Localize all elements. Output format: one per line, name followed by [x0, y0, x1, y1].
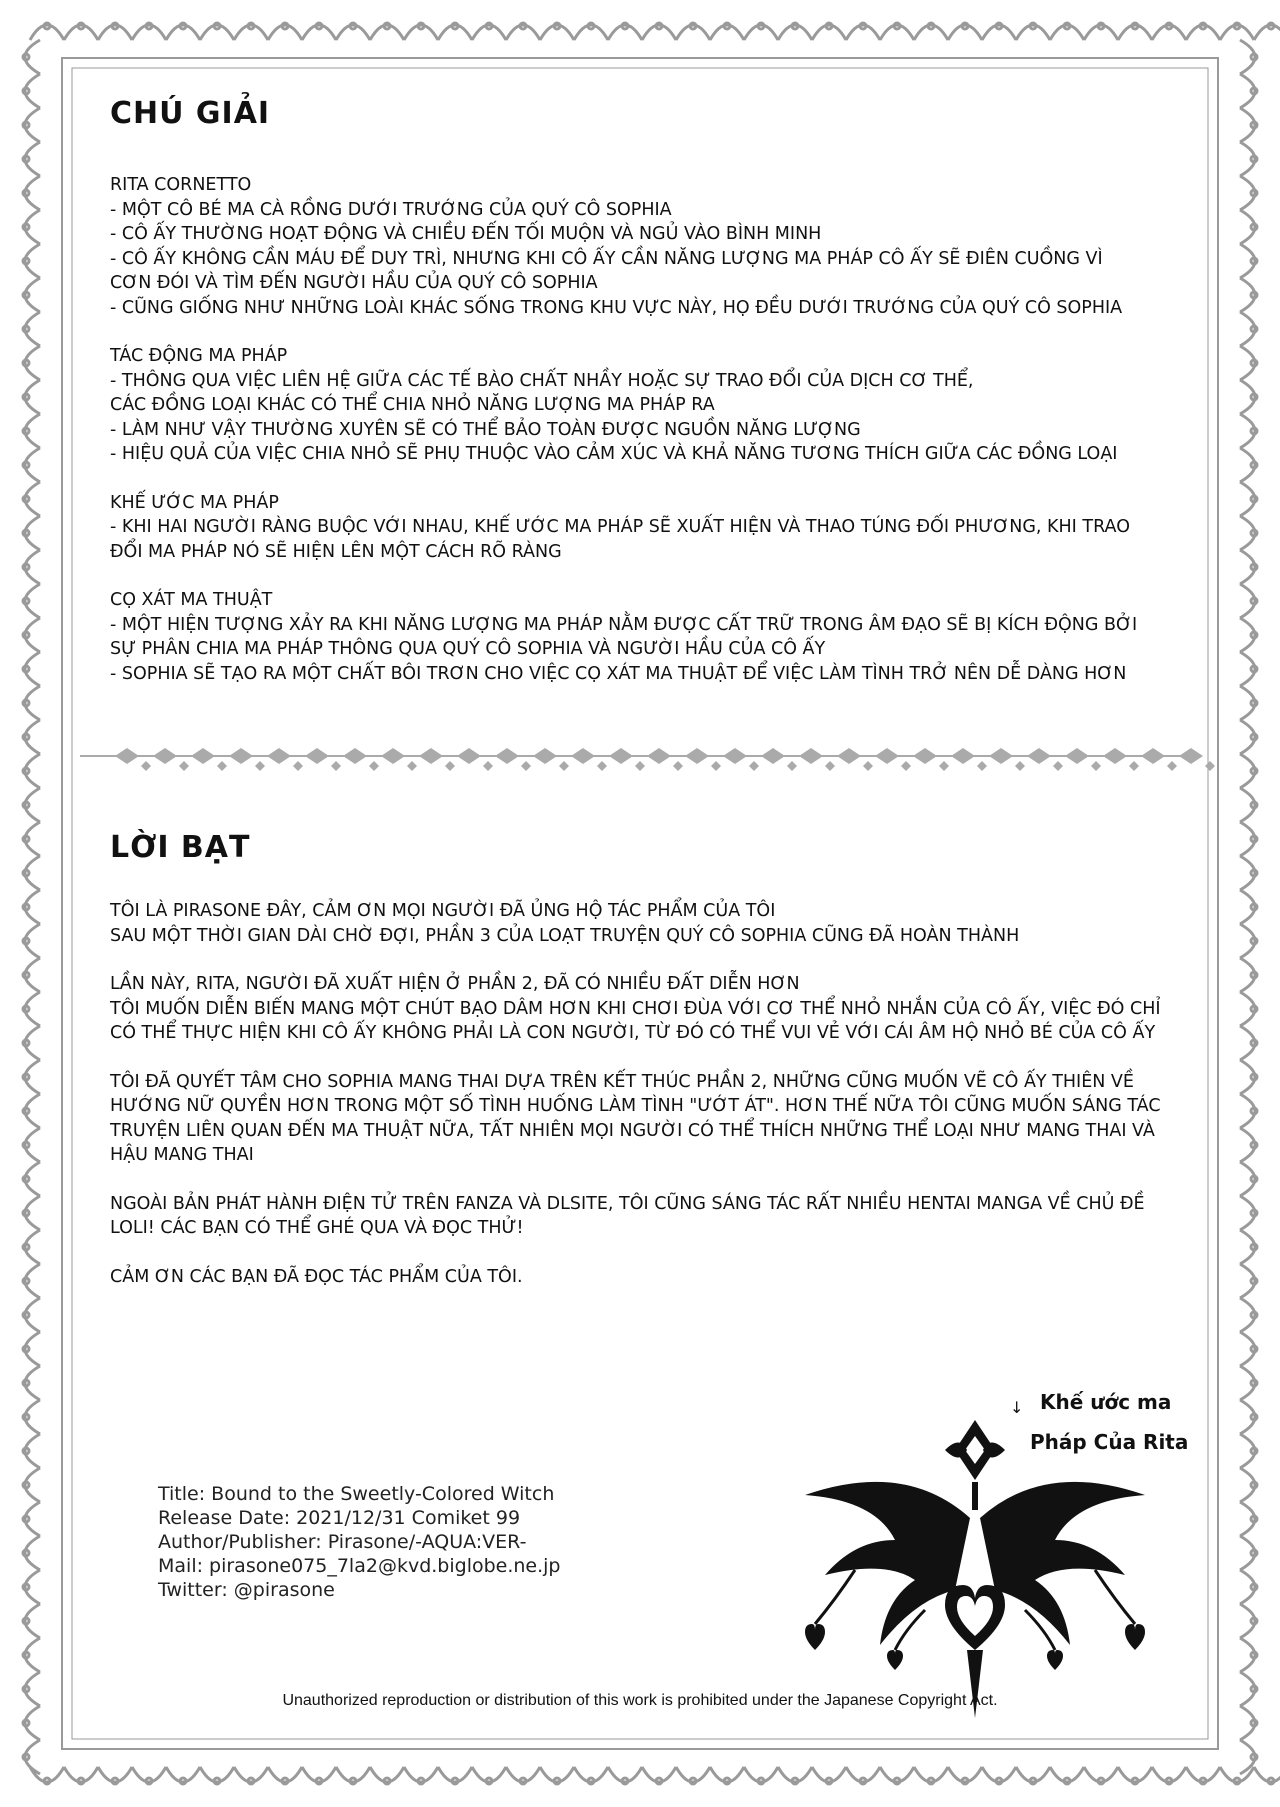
- credit-author: Author/Publisher: Pirasone/-AQUA:VER-: [158, 1531, 527, 1553]
- lace-scallop: [25, 1604, 40, 1638]
- divider-diamond-small: [597, 761, 607, 771]
- lace-scallop: [1240, 1026, 1255, 1060]
- lace-scallop: [132, 1767, 166, 1782]
- lace-scallop: [812, 1767, 846, 1782]
- lace-scallop: [1050, 1767, 1084, 1782]
- lace-scallop: [1240, 1264, 1255, 1298]
- lace-scallop: [25, 1638, 40, 1672]
- lace-scallop: [1240, 550, 1255, 584]
- lace-scallop: [25, 1434, 40, 1468]
- arrow-down-icon: ↓: [1010, 1398, 1024, 1417]
- lace-scallop: [1240, 108, 1255, 142]
- notes-line: - MỘT CÔ BÉ MA CÀ RỒNG DƯỚI TRƯỚNG CỦA QUÝ CÔ SOPHIA: [110, 199, 672, 220]
- lace-scallop: [1240, 448, 1255, 482]
- lace-scallop: [1240, 1706, 1255, 1740]
- lace-scallop: [25, 1740, 40, 1774]
- divider-diamond: [419, 748, 443, 764]
- divider-diamond: [115, 748, 139, 764]
- lace-scallop: [404, 25, 438, 40]
- divider-diamond: [647, 748, 671, 764]
- lace-scallop: [1240, 788, 1255, 822]
- lace-scallop: [710, 1767, 744, 1782]
- credit-release-date: Release Date: 2021/12/31 Comiket 99: [158, 1507, 521, 1529]
- divider-diamond: [1027, 748, 1051, 764]
- divider-diamond: [685, 748, 709, 764]
- divider-diamond-small: [1015, 761, 1025, 771]
- lace-scallop: [1240, 856, 1255, 890]
- lace-scallop: [540, 1767, 574, 1782]
- lace-scallop: [1240, 1536, 1255, 1570]
- lace-scallop: [25, 1026, 40, 1060]
- afterword-line: HƯỚNG NỮ QUYỀN HƠN TRONG MỘT SỐ TÌNH HUỐNG LÀM TÌNH "ƯỚT ÁT". HƠN THẾ NỮA TÔI CŨNG MUỐN SÁNG TÁC: [110, 1096, 1161, 1116]
- lace-scallop: [642, 1767, 676, 1782]
- contract-emblem-image: [795, 1400, 1155, 1720]
- afterword-paragraph: [110, 1265, 1170, 1290]
- divider-diamond-small: [673, 761, 683, 771]
- lace-scallop: [540, 25, 574, 40]
- lace-scallop: [25, 108, 40, 142]
- lace-scallop: [1118, 1767, 1152, 1782]
- lace-scallop: [25, 822, 40, 856]
- lace-scallop: [846, 25, 880, 40]
- lace-scallop: [574, 25, 608, 40]
- lace-scallop: [1240, 210, 1255, 244]
- lace-scallop: [1240, 1094, 1255, 1128]
- lace-scallop: [1084, 25, 1118, 40]
- lace-scallop: [98, 1767, 132, 1782]
- divider-diamond: [571, 748, 595, 764]
- lace-scallop: [1240, 618, 1255, 652]
- lace-scallop: [1240, 1366, 1255, 1400]
- credit-twitter: Twitter: @pirasone: [158, 1579, 335, 1601]
- afterword-paragraph: [110, 899, 1170, 948]
- afterword-content: [110, 830, 1170, 1313]
- lace-scallop: [1050, 25, 1084, 40]
- notes-line: SỰ PHÂN CHIA MA PHÁP THÔNG QUA QUÝ CÔ SOPHIA VÀ NGƯỜI HẦU CỦA CÔ ẤY: [110, 639, 826, 659]
- lace-scallop: [1240, 822, 1255, 856]
- lace-scallop: [1240, 312, 1255, 346]
- lace-scallop: [642, 25, 676, 40]
- lace-scallop: [1240, 992, 1255, 1026]
- lace-scallop: [506, 25, 540, 40]
- lace-scallop: [25, 618, 40, 652]
- lace-scallop: [1240, 1332, 1255, 1366]
- afterword-line: HẬU MANG THAI: [110, 1145, 254, 1165]
- divider-diamond-small: [293, 761, 303, 771]
- lace-scallop: [846, 1767, 880, 1782]
- notes-line: CÁC ĐỒNG LOẠI KHÁC CÓ THỂ CHIA NHỎ NĂNG LƯỢNG MA PHÁP RA: [110, 395, 715, 415]
- lace-scallop: [25, 1298, 40, 1332]
- lace-scallop: [1240, 1502, 1255, 1536]
- lace-scallop: [438, 1767, 472, 1782]
- lace-scallop: [25, 482, 40, 516]
- lace-scallop: [1240, 890, 1255, 924]
- lace-scallop: [25, 1502, 40, 1536]
- lace-scallop: [25, 1094, 40, 1128]
- lace-scallop: [1240, 686, 1255, 720]
- lace-scallop: [25, 1162, 40, 1196]
- divider-diamond: [837, 748, 861, 764]
- lace-scallop: [1240, 74, 1255, 108]
- notes-line: - KHI HAI NGƯỜI RÀNG BUỘC VỚI NHAU, KHẾ ƯỚC MA PHÁP SẼ XUẤT HIỆN VÀ THAO TÚNG ĐỐI PHƯƠNG, KHI TRAO: [110, 517, 1130, 537]
- afterword-paragraph: [110, 972, 1170, 1046]
- afterword-line: TÔI ĐÃ QUYẾT TÂM CHO SOPHIA MANG THAI DỰA TRÊN KẾT THÚC PHẦN 2, NHỮNG CŨNG MUỐN VẼ CÔ ẤY THIÊN VỀ: [110, 1071, 1134, 1092]
- lace-scallop: [676, 1767, 710, 1782]
- lace-scallop: [234, 25, 268, 40]
- notes-line: - CŨNG GIỐNG NHƯ NHỮNG LOÀI KHÁC SỐNG TRONG KHU VỰC NÀY, HỌ ĐỀU DƯỚI TRƯỚNG CỦA QUÝ CÔ SOPHIA: [110, 297, 1123, 318]
- divider-diamond-small: [331, 761, 341, 771]
- lace-scallop: [302, 25, 336, 40]
- notes-heading: CHÚ GIẢI: [110, 96, 271, 131]
- lace-scallop: [1240, 1230, 1255, 1264]
- lace-scallop: [744, 25, 778, 40]
- divider-diamond: [723, 748, 747, 764]
- lace-scallop: [132, 25, 166, 40]
- divider-diamond-small: [1167, 761, 1177, 771]
- lace-scallop: [336, 1767, 370, 1782]
- divider-diamond: [533, 748, 557, 764]
- lace-scallop: [370, 1767, 404, 1782]
- afterword-paragraph: [110, 1192, 1170, 1241]
- lace-scallop: [1240, 924, 1255, 958]
- lace-scallop: [25, 686, 40, 720]
- afterword-line: TÔI LÀ PIRASONE ĐÂY, CẢM ƠN MỌI NGƯỜI ĐÃ ỦNG HỘ TÁC PHẨM CỦA TÔI: [110, 901, 776, 921]
- lace-scallop: [234, 1767, 268, 1782]
- notes-sections: [110, 173, 1170, 686]
- section-divider: [0, 748, 1280, 788]
- divider-diamond: [799, 748, 823, 764]
- lace-scallop: [1240, 482, 1255, 516]
- divider-diamond-small: [1091, 761, 1101, 771]
- lace-scallop: [370, 25, 404, 40]
- lace-scallop: [438, 25, 472, 40]
- lace-scallop: [25, 1366, 40, 1400]
- divider-diamond-small: [141, 761, 151, 771]
- divider-diamond-small: [749, 761, 759, 771]
- divider-diamond: [267, 748, 291, 764]
- lace-scallop: [1084, 1767, 1118, 1782]
- lace-scallop: [1240, 1128, 1255, 1162]
- lace-scallop: [982, 25, 1016, 40]
- divider-diamond: [457, 748, 481, 764]
- afterword-line: TÔI MUỐN DIỄN BIẾN MANG MỘT CHÚT BẠO DÂM HƠN KHI CHƠI ĐÙA VỚI CƠ THỂ NHỎ NHẮN CỦA CÔ ẤY, VIỆC ĐÓ CHỈ: [110, 998, 1161, 1019]
- lace-scallop: [25, 1196, 40, 1230]
- divider-diamond: [229, 748, 253, 764]
- lace-scallop: [30, 25, 64, 40]
- notes-section: [110, 588, 1170, 686]
- divider-diamond-small: [1053, 761, 1063, 771]
- divider-diamond-small: [977, 761, 987, 771]
- lace-scallop: [1240, 40, 1255, 74]
- lace-scallop: [200, 1767, 234, 1782]
- divider-diamond-small: [901, 761, 911, 771]
- divider-diamond-small: [255, 761, 265, 771]
- lace-scallop: [25, 890, 40, 924]
- lace-scallop: [25, 924, 40, 958]
- lace-scallop: [608, 25, 642, 40]
- lace-scallop: [744, 1767, 778, 1782]
- lace-scallop: [25, 312, 40, 346]
- lace-scallop: [25, 448, 40, 482]
- lace-scallop: [778, 1767, 812, 1782]
- lace-scallop: [1240, 1468, 1255, 1502]
- lace-scallop: [608, 1767, 642, 1782]
- lace-scallop: [1240, 1298, 1255, 1332]
- divider-diamond-small: [825, 761, 835, 771]
- divider-diamond: [153, 748, 177, 764]
- divider-diamond: [343, 748, 367, 764]
- lace-scallop: [25, 176, 40, 210]
- lace-scallop: [472, 1767, 506, 1782]
- lace-scallop: [1240, 958, 1255, 992]
- afterword-line: LẦN NÀY, RITA, NGƯỜI ĐÃ XUẤT HIỆN Ở PHẦN 2, ĐÃ CÓ NHIỀU ĐẤT DIỄN HƠN: [110, 974, 800, 994]
- lace-scallop: [1240, 584, 1255, 618]
- lace-scallop: [25, 1332, 40, 1366]
- lace-scallop: [1186, 1767, 1220, 1782]
- divider-diamond: [1065, 748, 1089, 764]
- divider-diamond-small: [559, 761, 569, 771]
- lace-scallop: [1240, 414, 1255, 448]
- divider-diamond: [495, 748, 519, 764]
- lace-scallop: [1240, 516, 1255, 550]
- lace-scallop: [1240, 1162, 1255, 1196]
- lace-scallop: [25, 584, 40, 618]
- lace-scallop: [25, 380, 40, 414]
- notes-line: - CÔ ẤY THƯỜNG HOẠT ĐỘNG VÀ CHIỀU ĐẾN TỐI MUỘN VÀ NGỦ VÀO BÌNH MINH: [110, 224, 822, 244]
- lace-scallop: [1220, 25, 1254, 40]
- notes-section-title: KHẾ ƯỚC MA PHÁP: [110, 492, 279, 513]
- afterword-line: CẢM ƠN CÁC BẠN ĐÃ ĐỌC TÁC PHẨM CỦA TÔI.: [110, 1266, 523, 1287]
- divider-diamond: [1103, 748, 1127, 764]
- lace-scallop: [1240, 1434, 1255, 1468]
- afterword-line: TRUYỆN LIÊN QUAN ĐẾN MA THUẬT NỮA, TẤT NHIÊN MỌI NGƯỜI CÓ THỂ THÍCH NHỮNG THỂ LOẠI NHƯ MANG THAI VÀ: [110, 1120, 1155, 1141]
- lace-scallop: [574, 1767, 608, 1782]
- lace-scallop: [25, 414, 40, 448]
- notes-line: - HIỆU QUẢ CỦA VIỆC CHIA NHỎ SẼ PHỤ THUỘC VÀO CẢM XÚC VÀ KHẢ NĂNG TƯƠNG THÍCH GIỮA CÁC ĐỒNG LOẠI: [110, 444, 1118, 464]
- lace-scallop: [25, 856, 40, 890]
- divider-diamond: [305, 748, 329, 764]
- afterword-paragraph: [110, 1070, 1170, 1168]
- notes-section-title: TÁC ĐỘNG MA PHÁP: [110, 346, 288, 366]
- divider-diamond: [381, 748, 405, 764]
- lace-scallop: [25, 142, 40, 176]
- notes-line: CƠN ĐÓI VÀ TÌM ĐẾN NGƯỜI HẦU CỦA QUÝ CÔ SOPHIA: [110, 273, 598, 293]
- divider-diamond-small: [1205, 761, 1215, 771]
- lace-scallop: [1240, 1638, 1255, 1672]
- lace-scallop: [880, 25, 914, 40]
- lace-scallop: [472, 25, 506, 40]
- divider-diamond: [609, 748, 633, 764]
- lace-scallop: [1240, 1196, 1255, 1230]
- lace-scallop: [1240, 1060, 1255, 1094]
- divider-diamond: [761, 748, 785, 764]
- divider-diamond: [875, 748, 899, 764]
- lace-scallop: [1240, 346, 1255, 380]
- notes-section: [110, 173, 1170, 320]
- lace-scallop: [676, 25, 710, 40]
- lace-scallop: [914, 1767, 948, 1782]
- notes-line: - LÀM NHƯ VẬY THƯỜNG XUYÊN SẼ CÓ THỂ BẢO TOÀN ĐƯỢC NGUỒN NĂNG LƯỢNG: [110, 419, 861, 440]
- lace-scallop: [948, 1767, 982, 1782]
- lace-scallop: [1152, 1767, 1186, 1782]
- lace-scallop: [1186, 25, 1220, 40]
- lace-scallop: [1016, 25, 1050, 40]
- divider-diamond-small: [863, 761, 873, 771]
- lace-scallop: [25, 74, 40, 108]
- credit-mail: Mail: pirasone075_7la2@kvd.biglobe.ne.jp: [158, 1555, 561, 1577]
- lace-scallop: [1240, 1570, 1255, 1604]
- lace-scallop: [25, 1536, 40, 1570]
- afterword-heading: LỜI BẠT: [110, 830, 251, 865]
- divider-diamond-small: [483, 761, 493, 771]
- notes-line: - SOPHIA SẼ TẠO RA MỘT CHẤT BÔI TRƠN CHO VIỆC CỌ XÁT MA THUẬT ĐỂ VIỆC LÀM TÌNH TRỞ NÊN DỄ DÀNG HƠN: [110, 663, 1127, 684]
- lace-scallop: [98, 25, 132, 40]
- notes-section: [110, 344, 1170, 467]
- emblem-caption-line2: Pháp Của Rita: [1030, 1430, 1189, 1454]
- lace-scallop: [25, 40, 40, 74]
- notes-section-title: CỌ XÁT MA THUẬT: [110, 590, 273, 610]
- credits-block: [158, 1482, 561, 1602]
- lace-scallop: [880, 1767, 914, 1782]
- divider-diamond-small: [521, 761, 531, 771]
- divider-diamond: [1179, 748, 1203, 764]
- lace-scallop: [25, 278, 40, 312]
- lace-scallop: [914, 25, 948, 40]
- lace-scallop: [25, 788, 40, 822]
- lace-scallop: [1152, 25, 1186, 40]
- lace-scallop: [812, 25, 846, 40]
- lace-scallop: [1240, 278, 1255, 312]
- divider-diamond-small: [217, 761, 227, 771]
- lace-scallop: [25, 1230, 40, 1264]
- lace-scallop: [64, 1767, 98, 1782]
- lace-scallop: [64, 25, 98, 40]
- lace-scallop: [948, 25, 982, 40]
- lace-scallop: [166, 1767, 200, 1782]
- lace-scallop: [25, 958, 40, 992]
- lace-scallop: [25, 516, 40, 550]
- lace-scallop: [25, 1468, 40, 1502]
- notes-line: - CÔ ẤY KHÔNG CẦN MÁU ĐỂ DUY TRÌ, NHƯNG KHI CÔ ẤY CẦN NĂNG LƯỢNG MA PHÁP CÔ ẤY SẼ ĐIÊN CUỒNG VÌ: [110, 248, 1103, 269]
- lace-scallop: [1016, 1767, 1050, 1782]
- notes-line: - MỘT HIỆN TƯỢNG XẢY RA KHI NĂNG LƯỢNG MA PHÁP NẰM ĐƯỢC CẤT TRỮ TRONG ÂM ĐẠO SẼ BỊ KÍCH ĐỘNG BỞI: [110, 614, 1138, 635]
- lace-scallop: [25, 550, 40, 584]
- lace-scallop: [404, 1767, 438, 1782]
- divider-diamond-small: [711, 761, 721, 771]
- lace-scallop: [336, 25, 370, 40]
- lace-scallop: [1240, 176, 1255, 210]
- notes-section: [110, 491, 1170, 565]
- lace-scallop: [778, 25, 812, 40]
- lace-scallop: [25, 1264, 40, 1298]
- lace-scallop: [1240, 244, 1255, 278]
- credit-title: Title: Bound to the Sweetly-Colored Witch: [158, 1483, 555, 1505]
- divider-diamond-small: [939, 761, 949, 771]
- lace-scallop: [1240, 380, 1255, 414]
- divider-diamond-small: [369, 761, 379, 771]
- lace-scallop: [710, 25, 744, 40]
- emblem-caption-line1: Khế ước ma: [1040, 1390, 1172, 1414]
- lace-scallop: [1240, 142, 1255, 176]
- divider-diamond-small: [787, 761, 797, 771]
- lace-scallop: [25, 1706, 40, 1740]
- notes-line: ĐỔI MA PHÁP NÓ SẼ HIỆN LÊN MỘT CÁCH RÕ RÀNG: [110, 541, 562, 562]
- divider-diamond: [951, 748, 975, 764]
- lace-scallop: [1118, 25, 1152, 40]
- lace-scallop: [25, 346, 40, 380]
- afterword-line: CÓ THỂ THỰC HIỆN KHI CÔ ẤY KHÔNG PHẢI LÀ CON NGƯỜI, TỪ ĐÓ CÓ THỂ VUI VẺ VỚI CÁI ÂM HỘ NHỎ BÉ CỦA CÔ ẤY: [110, 1023, 1156, 1043]
- lace-scallop: [268, 1767, 302, 1782]
- lace-scallop: [25, 652, 40, 686]
- lace-scallop: [166, 25, 200, 40]
- divider-diamond-small: [407, 761, 417, 771]
- divider-diamond-small: [179, 761, 189, 771]
- divider-diamond: [913, 748, 937, 764]
- lace-scallop: [268, 25, 302, 40]
- divider-diamond: [191, 748, 215, 764]
- copyright-notice: Unauthorized reproduction or distribution of this work is prohibited under the Japanese Copyright Act.: [282, 1692, 998, 1709]
- divider-diamond-small: [635, 761, 645, 771]
- lace-scallop: [1240, 1604, 1255, 1638]
- lace-scallop: [25, 1060, 40, 1094]
- lace-scallop: [25, 244, 40, 278]
- divider-diamond-small: [1129, 761, 1139, 771]
- lace-scallop: [506, 1767, 540, 1782]
- lace-scallop: [25, 1570, 40, 1604]
- afterword-paragraphs: [110, 899, 1170, 1289]
- notes-section-title: RITA CORNETTO: [110, 175, 252, 195]
- lace-scallop: [1240, 1400, 1255, 1434]
- divider-diamond: [989, 748, 1013, 764]
- afterword-line: SAU MỘT THỜI GIAN DÀI CHỜ ĐỢI, PHẦN 3 CỦA LOẠT TRUYỆN QUÝ CÔ SOPHIA CŨNG ĐÃ HOÀN THÀNH: [110, 925, 1020, 946]
- lace-scallop: [25, 1128, 40, 1162]
- lace-scallop: [982, 1767, 1016, 1782]
- lace-scallop: [200, 25, 234, 40]
- lace-scallop: [25, 1400, 40, 1434]
- main-content: [110, 96, 1170, 710]
- lace-scallop: [1240, 652, 1255, 686]
- lace-scallop: [25, 992, 40, 1026]
- afterword-line: LOLI! CÁC BẠN CÓ THỂ GHÉ QUA VÀ ĐỌC THỬ!: [110, 1218, 524, 1238]
- notes-line: - THÔNG QUA VIỆC LIÊN HỆ GIỮA CÁC TẾ BÀO CHẤT NHẦY HOẶC SỰ TRAO ĐỔI CỦA DỊCH CƠ THỂ,: [110, 370, 974, 391]
- divider-diamond-small: [445, 761, 455, 771]
- lace-scallop: [25, 210, 40, 244]
- divider-diamond: [1141, 748, 1165, 764]
- afterword-line: NGOÀI BẢN PHÁT HÀNH ĐIỆN TỬ TRÊN FANZA VÀ DLSITE, TÔI CŨNG SÁNG TÁC RẤT NHIỀU HENTAI MANGA VỀ CHỦ ĐỀ: [110, 1193, 1145, 1214]
- lace-scallop: [302, 1767, 336, 1782]
